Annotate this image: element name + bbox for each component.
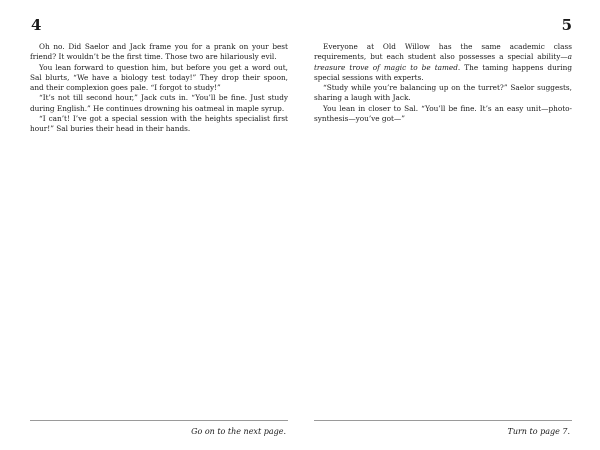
- page-body: [314, 42, 572, 124]
- footer-divider: [30, 420, 288, 421]
- paragraph: You lean forward to question him, but before you get a word out, Sal blurts, “We have a biology test today!” They drop their spoon, and their complexion goes pale. “I forgot to study!”: [30, 62, 288, 93]
- right-page: [314, 0, 572, 450]
- paragraph: “Study while you’re balancing up on the turret?” Saelor suggests, sharing a laugh with Jack.: [314, 83, 572, 103]
- page-number: 4: [31, 16, 42, 34]
- paragraph: “I can’t! I’ve got a special session with the heights specialist first hour!” Sal buries their head in their hands.: [30, 114, 288, 134]
- turn-to-page-link[interactable]: Turn to page 7.: [507, 427, 570, 436]
- next-page-link[interactable]: Go on to the next page.: [191, 427, 286, 436]
- page-number: 5: [561, 16, 572, 34]
- paragraph: [314, 42, 572, 83]
- paragraph: You lean in closer to Sal. “You’ll be fine. It’s an easy unit—photo-synthesis—you’ve got—”: [314, 103, 572, 124]
- paragraph: “It’s not till second hour,” Jack cuts in. “You’ll be fine. Just study during English.” He continues drowning his oatmeal in maple syrup.: [30, 93, 288, 113]
- emphasized-text: a treasure trove of magic to be tamed: [314, 52, 572, 72]
- page-body: [30, 42, 288, 135]
- paragraph-text: Everyone at Old Willow has the same academic class requirements, but each student also possesses a special ability—: [314, 42, 572, 62]
- paragraph: Oh no. Did Saelor and Jack frame you for a prank on your best friend? It wouldn’t be the first time. Those two are hilariously evil.: [30, 42, 288, 62]
- left-page: [30, 0, 288, 450]
- footer-divider: [314, 420, 572, 421]
- paragraph-text: . The taming happens during special sessions with experts.: [314, 62, 572, 82]
